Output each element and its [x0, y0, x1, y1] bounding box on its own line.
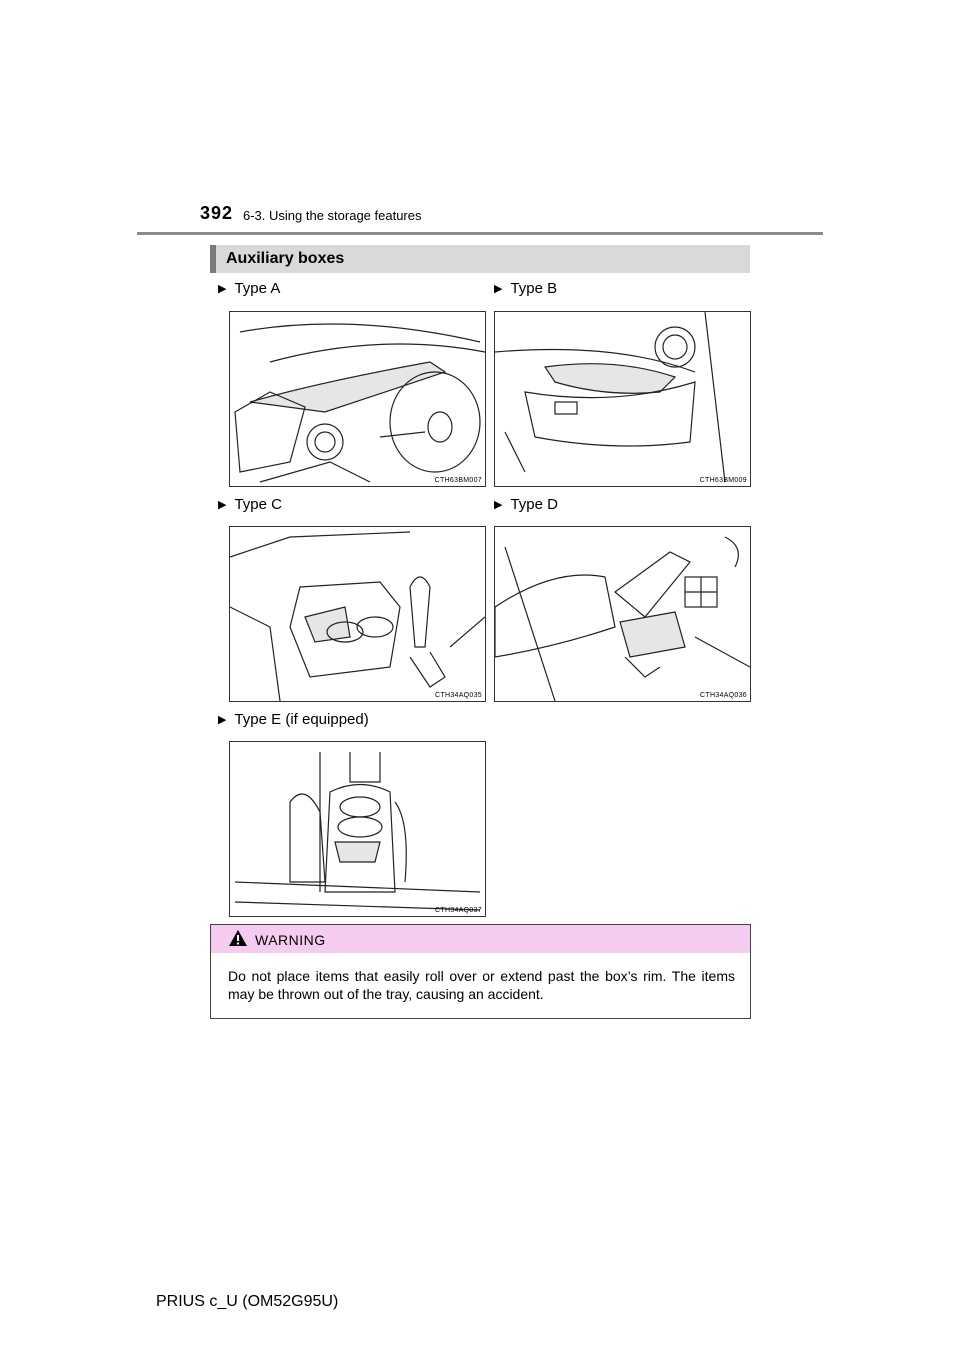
- figure-type-b: [494, 311, 751, 487]
- figure-code: CTH34AQ035: [435, 692, 482, 699]
- figure-label-text: Type D: [510, 496, 558, 513]
- warning-header: [211, 925, 750, 953]
- center-console-illustration: [230, 527, 485, 701]
- figure-code: CTH34AQ036: [700, 692, 747, 699]
- arrow-bullet-icon: ▶: [494, 283, 503, 295]
- figure-code: CTH34AQ037: [435, 907, 482, 914]
- figure-label-text: Type B: [510, 280, 558, 297]
- warning-box: [210, 924, 751, 1019]
- figure-label-text: Type A: [234, 280, 281, 297]
- figure-label-type-b: [494, 280, 557, 297]
- page-number: 392: [200, 203, 234, 223]
- arrow-bullet-icon: ▶: [494, 499, 503, 511]
- warning-text: Do not place items that easily roll over or extend past the box’s rim. The items may be thrown out of the tray, causing an accident.: [228, 968, 735, 1002]
- figure-type-c: [229, 526, 486, 702]
- armrest-illustration: [495, 527, 750, 701]
- section-heading: [210, 245, 750, 273]
- figure-code: CTH63BM009: [699, 477, 747, 484]
- figure-label-type-d: [494, 496, 558, 513]
- warning-triangle-icon: [228, 929, 248, 947]
- figure-code: CTH63BM007: [434, 477, 482, 484]
- section-title: 6-3. Using the storage features: [243, 208, 422, 223]
- heading-text: Auxiliary boxes: [226, 250, 345, 267]
- header-rule: [137, 232, 823, 235]
- heading-accent-bar: [210, 245, 216, 273]
- figure-type-a: [229, 311, 486, 487]
- figure-label-text: Type E (if equipped): [234, 711, 369, 728]
- rear-console-illustration: [230, 742, 485, 916]
- figure-label-text: Type C: [234, 496, 282, 513]
- passenger-dash-illustration: [495, 312, 750, 486]
- figure-type-d: [494, 526, 751, 702]
- arrow-bullet-icon: ▶: [218, 499, 227, 511]
- dashboard-illustration: [230, 312, 485, 486]
- arrow-bullet-icon: ▶: [218, 714, 227, 726]
- figure-label-type-e: [218, 711, 369, 728]
- figure-label-type-a: [218, 280, 280, 297]
- figure-label-type-c: [218, 496, 282, 513]
- footer-model: PRIUS c_U (OM52G95U): [156, 1293, 339, 1310]
- warning-title: WARNING: [255, 932, 326, 948]
- figure-type-e: [229, 741, 486, 917]
- arrow-bullet-icon: ▶: [218, 283, 227, 295]
